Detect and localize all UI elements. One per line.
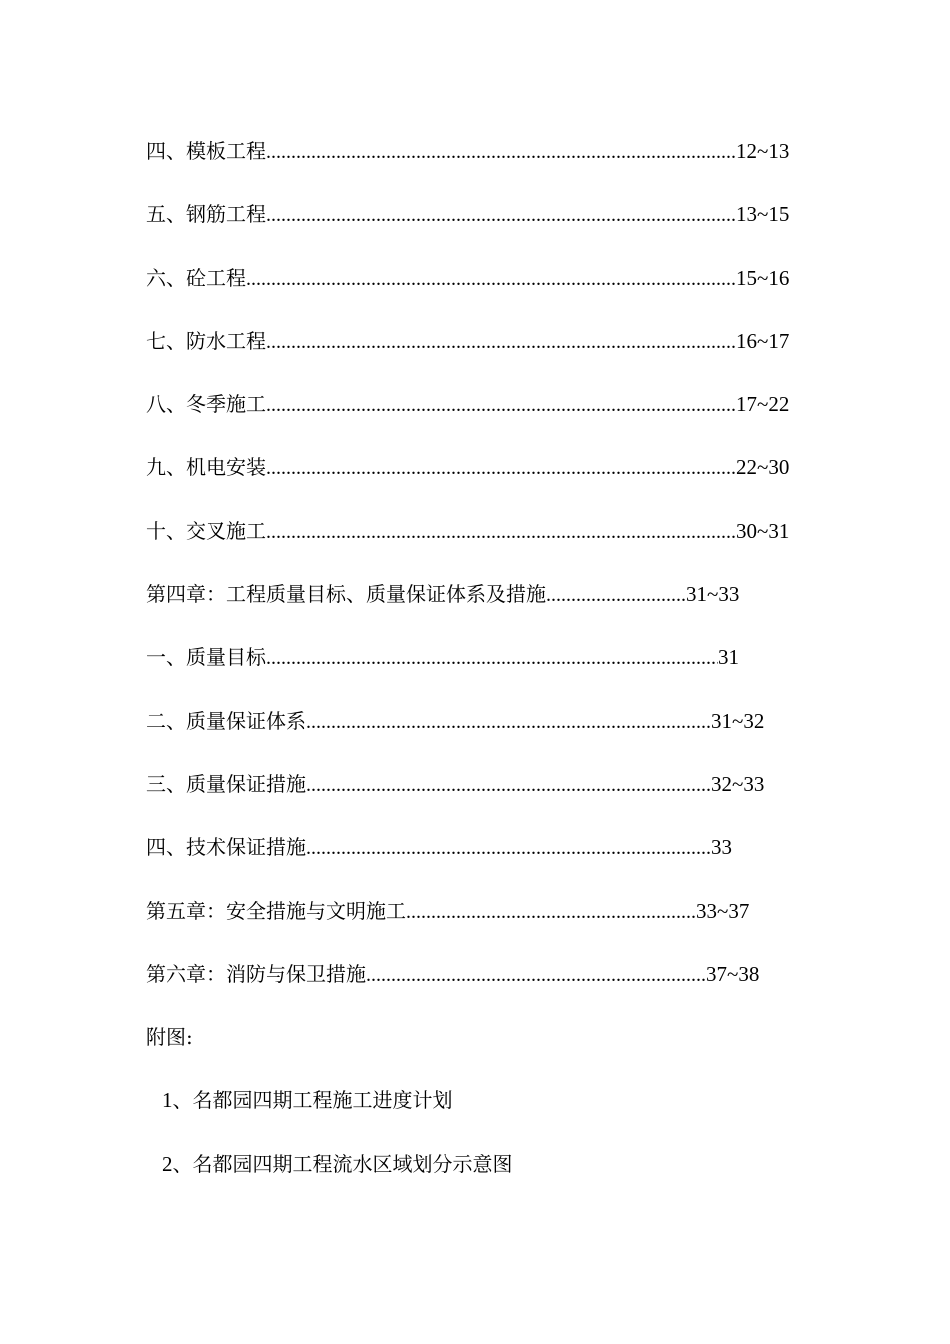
toc-entry-pages: 37~38 bbox=[706, 961, 760, 986]
toc-entry-label: 第四章：工程质量目标、质量保证体系及措施 bbox=[146, 582, 546, 607]
toc-entry-pages: 12~13 bbox=[736, 139, 790, 163]
toc-leader-dots bbox=[306, 831, 711, 865]
toc-entry-label: 二、质量保证体系 bbox=[146, 708, 306, 733]
toc-entry-pages: 30~31 bbox=[736, 518, 790, 543]
toc-entry-label: 九、机电安装 bbox=[146, 455, 266, 480]
toc-entry-label: 六、砼工程 bbox=[146, 265, 246, 290]
toc-entry-pages: 22~30 bbox=[736, 455, 790, 480]
toc-leader-dots bbox=[246, 262, 736, 296]
toc-entry[interactable] bbox=[146, 197, 846, 260]
toc-entry-label: 八、冬季施工 bbox=[146, 392, 266, 417]
toc-entry[interactable] bbox=[146, 261, 846, 324]
toc-leader-dots bbox=[266, 198, 736, 232]
appendix-item-text: 、名都园四期工程流水区域划分示意图 bbox=[172, 1151, 513, 1176]
toc-entry-label: 第五章：安全措施与文明施工 bbox=[146, 898, 406, 923]
toc-entry-label: 第六章：消防与保卫措施 bbox=[146, 961, 366, 986]
appendix-item[interactable] bbox=[146, 1147, 846, 1210]
toc-leader-dots bbox=[266, 135, 736, 169]
toc-leader-dots bbox=[366, 958, 706, 992]
toc-entry[interactable] bbox=[146, 450, 846, 513]
toc-entry[interactable] bbox=[146, 514, 846, 577]
toc-entry-pages: 16~17 bbox=[736, 328, 790, 353]
appendix-item-number: 2 bbox=[162, 1151, 173, 1176]
toc-entry[interactable] bbox=[146, 957, 846, 1020]
toc-leader-dots bbox=[266, 641, 718, 675]
table-of-contents bbox=[146, 134, 846, 1210]
appendix-title: 附图: bbox=[146, 1025, 193, 1050]
toc-entry-pages: 17~22 bbox=[736, 392, 790, 417]
toc-entry-pages: 32~33 bbox=[711, 771, 765, 796]
toc-entry-label: 四、技术保证措施 bbox=[146, 835, 306, 860]
toc-entry[interactable] bbox=[146, 767, 846, 830]
appendix-item-text: 、名都园四期工程施工进度计划 bbox=[172, 1088, 453, 1113]
toc-leader-dots bbox=[266, 451, 736, 485]
toc-entry-pages: 15~16 bbox=[736, 265, 790, 290]
toc-entry[interactable] bbox=[146, 830, 846, 893]
toc-entry-pages: 31 bbox=[718, 645, 739, 670]
toc-leader-dots bbox=[306, 768, 711, 802]
toc-entry[interactable] bbox=[146, 387, 846, 450]
toc-entry-label: 五、钢筋工程 bbox=[146, 202, 266, 227]
appendix-item[interactable] bbox=[146, 1083, 846, 1146]
toc-entry-pages: 31~32 bbox=[711, 708, 765, 733]
toc-entry-label: 三、质量保证措施 bbox=[146, 771, 306, 796]
toc-entry-label: 七、防水工程 bbox=[146, 328, 266, 353]
toc-leader-dots bbox=[266, 325, 736, 359]
appendix-item-number: 1 bbox=[162, 1088, 173, 1113]
toc-entry[interactable] bbox=[146, 577, 846, 640]
toc-entry-pages: 13~15 bbox=[736, 202, 790, 227]
toc-entry[interactable] bbox=[146, 894, 846, 957]
toc-entry-pages: 33~37 bbox=[696, 898, 750, 923]
toc-leader-dots bbox=[546, 578, 686, 612]
toc-leader-dots bbox=[406, 895, 696, 929]
toc-entry[interactable] bbox=[146, 324, 846, 387]
toc-leader-dots bbox=[266, 388, 736, 422]
toc-entry[interactable] bbox=[146, 704, 846, 767]
toc-entry-label: 四、模板工程 bbox=[146, 139, 266, 163]
toc-entry-label: 十、交叉施工 bbox=[146, 518, 266, 543]
toc-leader-dots bbox=[306, 705, 711, 739]
toc-entry[interactable] bbox=[146, 640, 846, 703]
toc-entry-label: 一、质量目标 bbox=[146, 645, 266, 670]
toc-leader-dots bbox=[266, 515, 736, 549]
toc-entry[interactable] bbox=[146, 134, 846, 197]
toc-entry-pages: 33 bbox=[711, 835, 732, 860]
toc-entry-pages: 31~33 bbox=[686, 582, 740, 607]
